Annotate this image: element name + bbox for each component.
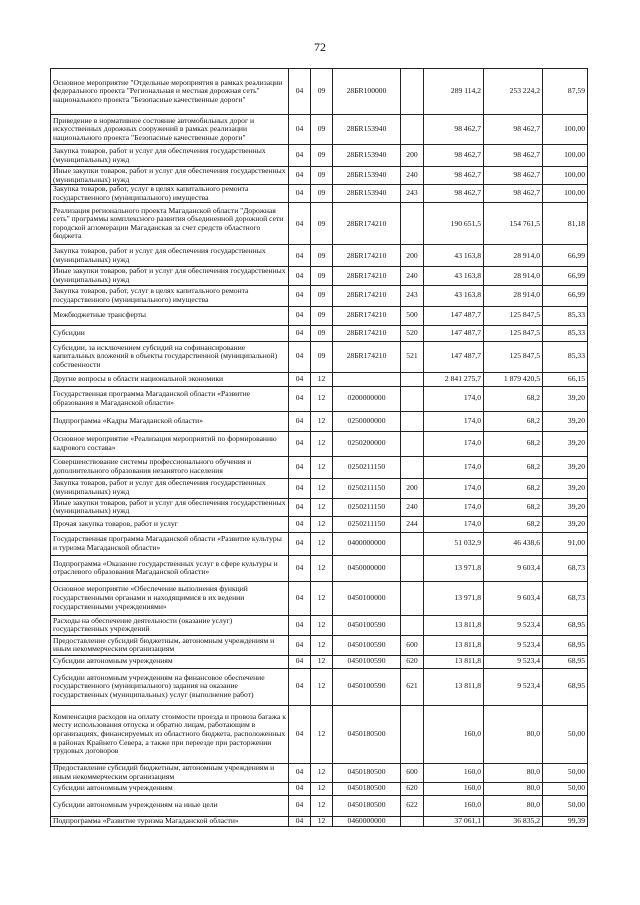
row-execution-percent: 91,00 xyxy=(543,532,588,555)
row-planned-amount: 51 032,9 xyxy=(424,532,484,555)
row-section: 04 xyxy=(289,581,311,615)
row-name: Государственная программа Магаданской области «Развитие культуры и туризма Магаданской области» xyxy=(51,532,289,555)
row-section: 04 xyxy=(289,795,311,816)
row-target-code: 0250211150 xyxy=(333,478,401,498)
row-subsection: 12 xyxy=(311,431,333,456)
table-row xyxy=(51,386,588,411)
row-subsection: 09 xyxy=(311,69,333,115)
row-planned-amount: 174,0 xyxy=(424,411,484,431)
row-executed-amount: 98 462,7 xyxy=(484,167,543,185)
row-planned-amount: 37 061,1 xyxy=(424,816,484,826)
row-name: Закупка товаров, работ и услуг для обеспечения государственных (муниципальных) нужд xyxy=(51,245,289,267)
row-expense-type xyxy=(401,555,424,581)
row-target-code: 28БR174210 xyxy=(333,245,401,267)
row-execution-percent: 68,95 xyxy=(543,668,588,705)
row-target-code: 0450100000 xyxy=(333,581,401,615)
row-execution-percent: 50,00 xyxy=(543,705,588,763)
row-target-code: 0460000000 xyxy=(333,816,401,826)
row-executed-amount: 9 603,4 xyxy=(484,581,543,615)
row-subsection: 12 xyxy=(311,795,333,816)
row-expense-type xyxy=(401,615,424,635)
row-name: Закупка товаров, работ и услуг для обеспечения государственных (муниципальных) нужд xyxy=(51,478,289,498)
row-planned-amount: 98 462,7 xyxy=(424,145,484,167)
row-execution-percent: 66,99 xyxy=(543,245,588,267)
row-executed-amount: 9 523,4 xyxy=(484,635,543,655)
row-expense-type: 240 xyxy=(401,267,424,285)
table-row xyxy=(51,306,588,325)
row-executed-amount: 68,2 xyxy=(484,386,543,411)
row-name: Иные закупки товаров, работ и услуг для обеспечения государственных (муниципальных) нужд xyxy=(51,167,289,185)
row-section: 04 xyxy=(289,655,311,668)
row-planned-amount: 13 811,8 xyxy=(424,615,484,635)
row-execution-percent: 99,39 xyxy=(543,816,588,826)
row-expense-type: 521 xyxy=(401,341,424,372)
table-row xyxy=(51,167,588,185)
row-planned-amount: 174,0 xyxy=(424,431,484,456)
row-subsection: 12 xyxy=(311,763,333,782)
row-name: Субсидии автономным учреждениям на финансовое обеспечение государственного (муниципального) задания на оказание государственных (муниципальных) услуг (выполнение работ) xyxy=(51,668,289,705)
row-subsection: 12 xyxy=(311,782,333,795)
row-name: Субсидии автономным учреждениям на иные цели xyxy=(51,795,289,816)
row-execution-percent: 85,33 xyxy=(543,325,588,341)
row-section: 04 xyxy=(289,615,311,635)
row-execution-percent: 39,20 xyxy=(543,411,588,431)
row-subsection: 09 xyxy=(311,285,333,306)
row-execution-percent: 66,99 xyxy=(543,285,588,306)
row-executed-amount: 68,2 xyxy=(484,516,543,532)
row-planned-amount: 147 487,7 xyxy=(424,341,484,372)
row-expense-type: 622 xyxy=(401,795,424,816)
row-expense-type xyxy=(401,372,424,386)
row-section: 04 xyxy=(289,816,311,826)
row-section: 04 xyxy=(289,782,311,795)
row-execution-percent: 85,33 xyxy=(543,341,588,372)
row-execution-percent: 68,73 xyxy=(543,555,588,581)
table-row xyxy=(51,615,588,635)
table-row xyxy=(51,372,588,386)
row-subsection: 09 xyxy=(311,267,333,285)
row-expense-type: 200 xyxy=(401,245,424,267)
row-planned-amount: 174,0 xyxy=(424,456,484,478)
table-row xyxy=(51,763,588,782)
row-planned-amount: 160,0 xyxy=(424,795,484,816)
row-expense-type: 243 xyxy=(401,285,424,306)
row-executed-amount: 80,0 xyxy=(484,782,543,795)
row-section: 04 xyxy=(289,516,311,532)
row-subsection: 12 xyxy=(311,668,333,705)
row-planned-amount: 98 462,7 xyxy=(424,115,484,145)
row-target-code: 28БR153940 xyxy=(333,167,401,185)
row-section: 04 xyxy=(289,145,311,167)
row-target-code: 28БR174210 xyxy=(333,203,401,245)
row-name: Основное мероприятие «Реализация мероприятий по формированию кадрового состава» xyxy=(51,431,289,456)
row-subsection: 09 xyxy=(311,325,333,341)
row-execution-percent: 66,15 xyxy=(543,372,588,386)
table-row xyxy=(51,325,588,341)
row-name: Субсидии, за исключением субсидий на софинансирование капитальных вложений в объекты государственной (муниципальной) собственности xyxy=(51,341,289,372)
table-row xyxy=(51,782,588,795)
row-section: 04 xyxy=(289,167,311,185)
row-target-code: 28БR174210 xyxy=(333,341,401,372)
row-execution-percent: 100,00 xyxy=(543,115,588,145)
row-expense-type xyxy=(401,115,424,145)
row-target-code: 0250000000 xyxy=(333,411,401,431)
row-execution-percent: 39,20 xyxy=(543,498,588,516)
row-expense-type: 500 xyxy=(401,306,424,325)
row-section: 04 xyxy=(289,386,311,411)
row-subsection: 09 xyxy=(311,185,333,203)
row-execution-percent: 39,20 xyxy=(543,478,588,498)
row-executed-amount: 80,0 xyxy=(484,705,543,763)
row-target-code: 0450100590 xyxy=(333,635,401,655)
row-target-code: 0450180500 xyxy=(333,795,401,816)
row-name: Иные закупки товаров, работ и услуг для обеспечения государственных (муниципальных) нужд xyxy=(51,498,289,516)
table-row xyxy=(51,581,588,615)
row-subsection: 12 xyxy=(311,532,333,555)
row-executed-amount: 9 603,4 xyxy=(484,555,543,581)
row-target-code: 28БR153940 xyxy=(333,185,401,203)
row-expense-type: 243 xyxy=(401,185,424,203)
row-subsection: 12 xyxy=(311,478,333,498)
row-planned-amount: 98 462,7 xyxy=(424,167,484,185)
row-target-code: 28БR174210 xyxy=(333,325,401,341)
row-expense-type: 240 xyxy=(401,167,424,185)
row-expense-type xyxy=(401,386,424,411)
row-subsection: 12 xyxy=(311,816,333,826)
row-target-code: 28БR174210 xyxy=(333,306,401,325)
row-planned-amount: 147 487,7 xyxy=(424,306,484,325)
row-planned-amount: 160,0 xyxy=(424,782,484,795)
row-expense-type: 621 xyxy=(401,668,424,705)
table-row xyxy=(51,816,588,826)
page-number: 72 xyxy=(314,40,326,54)
row-expense-type xyxy=(401,581,424,615)
row-planned-amount: 13 811,8 xyxy=(424,655,484,668)
row-name: Основное мероприятие «Обеспечение выполнения функций государственными органами и находящимися в их ведении государственными учреждениями» xyxy=(51,581,289,615)
row-subsection: 09 xyxy=(311,245,333,267)
row-subsection: 09 xyxy=(311,306,333,325)
row-section: 04 xyxy=(289,285,311,306)
row-name: Приведение в нормативное состояние автомобильных дорог и искусственных дорожных сооружений в рамках реализации национального проекта "Безопасные качественные дороги" xyxy=(51,115,289,145)
row-target-code: 28БR153940 xyxy=(333,115,401,145)
row-target-code: 0400000000 xyxy=(333,532,401,555)
row-execution-percent: 81,18 xyxy=(543,203,588,245)
row-section: 04 xyxy=(289,203,311,245)
row-subsection: 12 xyxy=(311,615,333,635)
row-planned-amount: 289 114,2 xyxy=(424,69,484,115)
table-row xyxy=(51,456,588,478)
row-section: 04 xyxy=(289,185,311,203)
row-name: Совершенствование системы профессионального обучения и дополнительного образования незанятого населения xyxy=(51,456,289,478)
table-row xyxy=(51,115,588,145)
row-name: Закупка товаров, работ, услуг в целях капитального ремонта государственного (муниципального) имущества xyxy=(51,285,289,306)
row-execution-percent: 50,00 xyxy=(543,763,588,782)
row-subsection: 12 xyxy=(311,456,333,478)
row-target-code: 0450100590 xyxy=(333,655,401,668)
row-section: 04 xyxy=(289,306,311,325)
row-name: Подпрограмма «Развитие туризма Магаданской области» xyxy=(51,816,289,826)
table-row xyxy=(51,478,588,498)
table-row xyxy=(51,267,588,285)
row-executed-amount: 98 462,7 xyxy=(484,145,543,167)
row-expense-type: 620 xyxy=(401,782,424,795)
row-name: Предоставление субсидий бюджетным, автономным учреждениям и иным некоммерческим организациям xyxy=(51,635,289,655)
row-execution-percent: 85,33 xyxy=(543,306,588,325)
row-subsection: 12 xyxy=(311,581,333,615)
table-row xyxy=(51,411,588,431)
row-planned-amount: 174,0 xyxy=(424,498,484,516)
row-executed-amount: 68,2 xyxy=(484,411,543,431)
row-name: Межбюджетные трансферты xyxy=(51,306,289,325)
row-executed-amount: 1 879 420,5 xyxy=(484,372,543,386)
row-target-code: 0450180500 xyxy=(333,705,401,763)
table-row xyxy=(51,185,588,203)
row-expense-type xyxy=(401,705,424,763)
row-execution-percent: 39,20 xyxy=(543,456,588,478)
row-subsection: 09 xyxy=(311,203,333,245)
row-expense-type xyxy=(401,411,424,431)
row-execution-percent: 39,20 xyxy=(543,516,588,532)
table-row xyxy=(51,203,588,245)
row-planned-amount: 174,0 xyxy=(424,516,484,532)
row-executed-amount: 28 914,0 xyxy=(484,245,543,267)
row-executed-amount: 80,0 xyxy=(484,795,543,816)
row-executed-amount: 125 847,5 xyxy=(484,325,543,341)
row-subsection: 12 xyxy=(311,655,333,668)
table-row xyxy=(51,635,588,655)
row-execution-percent: 68,95 xyxy=(543,655,588,668)
table-row xyxy=(51,532,588,555)
row-name: Субсидии xyxy=(51,325,289,341)
table-row xyxy=(51,555,588,581)
table-row xyxy=(51,285,588,306)
row-subsection: 12 xyxy=(311,555,333,581)
row-executed-amount: 98 462,7 xyxy=(484,185,543,203)
row-executed-amount: 68,2 xyxy=(484,478,543,498)
row-executed-amount: 46 438,6 xyxy=(484,532,543,555)
table-row xyxy=(51,145,588,167)
row-executed-amount: 36 835,2 xyxy=(484,816,543,826)
row-planned-amount: 174,0 xyxy=(424,386,484,411)
table-row xyxy=(51,668,588,705)
row-executed-amount: 154 761,5 xyxy=(484,203,543,245)
row-expense-type: 200 xyxy=(401,478,424,498)
row-section: 04 xyxy=(289,372,311,386)
row-expense-type: 600 xyxy=(401,763,424,782)
row-executed-amount: 125 847,5 xyxy=(484,341,543,372)
row-execution-percent: 68,95 xyxy=(543,615,588,635)
row-executed-amount: 68,2 xyxy=(484,498,543,516)
row-executed-amount: 28 914,0 xyxy=(484,267,543,285)
row-execution-percent: 50,00 xyxy=(543,795,588,816)
row-name: Основное мероприятие "Отдельные мероприятия в рамках реализации федерального проекта "Региональная и местная дорожная сеть" национального проекта "Безопасные качественные дороги" xyxy=(51,69,289,115)
row-expense-type: 600 xyxy=(401,635,424,655)
row-target-code: 28БR174210 xyxy=(333,285,401,306)
row-planned-amount: 190 651,5 xyxy=(424,203,484,245)
row-executed-amount: 9 523,4 xyxy=(484,615,543,635)
row-name: Прочая закупка товаров, работ и услуг xyxy=(51,516,289,532)
row-name: Государственная программа Магаданской области «Развитие образования в Магаданской области» xyxy=(51,386,289,411)
row-planned-amount: 13 971,8 xyxy=(424,581,484,615)
row-target-code: 0200000000 xyxy=(333,386,401,411)
row-name: Субсидии автономным учреждениям xyxy=(51,655,289,668)
row-planned-amount: 147 487,7 xyxy=(424,325,484,341)
row-target-code: 28БR100000 xyxy=(333,69,401,115)
row-expense-type xyxy=(401,203,424,245)
row-section: 04 xyxy=(289,245,311,267)
row-subsection: 12 xyxy=(311,635,333,655)
table-row xyxy=(51,516,588,532)
row-executed-amount: 125 847,5 xyxy=(484,306,543,325)
row-name: Расходы на обеспечение деятельности (оказание услуг) государственных учреждений xyxy=(51,615,289,635)
row-execution-percent: 68,95 xyxy=(543,635,588,655)
row-execution-percent: 100,00 xyxy=(543,185,588,203)
row-executed-amount: 28 914,0 xyxy=(484,285,543,306)
row-name: Субсидии автономным учреждениям xyxy=(51,782,289,795)
row-target-code: 0250200000 xyxy=(333,431,401,456)
row-subsection: 09 xyxy=(311,145,333,167)
row-planned-amount: 160,0 xyxy=(424,763,484,782)
row-expense-type xyxy=(401,532,424,555)
table-row xyxy=(51,498,588,516)
row-subsection: 09 xyxy=(311,167,333,185)
row-executed-amount: 9 523,4 xyxy=(484,668,543,705)
row-executed-amount: 98 462,7 xyxy=(484,115,543,145)
table-row xyxy=(51,69,588,115)
row-name: Подпрограмма «Оказание государственных услуг в сфере культуры и отраслевого образования Магаданской области» xyxy=(51,555,289,581)
row-subsection: 12 xyxy=(311,705,333,763)
row-name: Другие вопросы в области национальной экономики xyxy=(51,372,289,386)
budget-table xyxy=(50,68,588,827)
row-section: 04 xyxy=(289,431,311,456)
row-executed-amount: 68,2 xyxy=(484,456,543,478)
row-section: 04 xyxy=(289,705,311,763)
row-section: 04 xyxy=(289,325,311,341)
row-target-code: 28БR174210 xyxy=(333,267,401,285)
row-section: 04 xyxy=(289,411,311,431)
row-subsection: 12 xyxy=(311,372,333,386)
row-planned-amount: 13 971,8 xyxy=(424,555,484,581)
row-section: 04 xyxy=(289,635,311,655)
row-section: 04 xyxy=(289,763,311,782)
row-execution-percent: 66,99 xyxy=(543,267,588,285)
row-execution-percent: 100,00 xyxy=(543,145,588,167)
row-name: Компенсация расходов на оплату стоимости проезда и провоза багажа к месту использования отпуска и обратно лицам, работающим в организациях, финансируемых из областного бюджета, расположенных в районах Крайнего Севера, а также при переезде при расторжении трудовых договоров xyxy=(51,705,289,763)
row-subsection: 12 xyxy=(311,411,333,431)
row-section: 04 xyxy=(289,478,311,498)
row-name: Закупка товаров, работ и услуг для обеспечения государственных (муниципальных) нужд xyxy=(51,145,289,167)
row-planned-amount: 98 462,7 xyxy=(424,185,484,203)
row-section: 04 xyxy=(289,532,311,555)
row-execution-percent: 68,73 xyxy=(543,581,588,615)
row-expense-type xyxy=(401,456,424,478)
row-expense-type xyxy=(401,69,424,115)
table-row xyxy=(51,245,588,267)
row-planned-amount: 160,0 xyxy=(424,705,484,763)
row-target-code: 0250211150 xyxy=(333,456,401,478)
row-target-code: 0450000000 xyxy=(333,555,401,581)
row-section: 04 xyxy=(289,456,311,478)
row-subsection: 12 xyxy=(311,516,333,532)
table-row xyxy=(51,705,588,763)
row-section: 04 xyxy=(289,341,311,372)
row-section: 04 xyxy=(289,555,311,581)
row-expense-type xyxy=(401,431,424,456)
row-section: 04 xyxy=(289,267,311,285)
table-row xyxy=(51,655,588,668)
row-target-code: 0250211150 xyxy=(333,498,401,516)
row-executed-amount: 68,2 xyxy=(484,431,543,456)
row-target-code: 0450180500 xyxy=(333,763,401,782)
row-expense-type: 520 xyxy=(401,325,424,341)
row-planned-amount: 13 811,8 xyxy=(424,668,484,705)
row-subsection: 09 xyxy=(311,341,333,372)
table-row xyxy=(51,431,588,456)
row-planned-amount: 43 163,8 xyxy=(424,285,484,306)
row-subsection: 09 xyxy=(311,115,333,145)
row-target-code: 0450100590 xyxy=(333,615,401,635)
row-expense-type xyxy=(401,816,424,826)
row-target-code: 28БR153940 xyxy=(333,145,401,167)
row-execution-percent: 87,59 xyxy=(543,69,588,115)
row-subsection: 12 xyxy=(311,386,333,411)
row-target-code xyxy=(333,372,401,386)
row-section: 04 xyxy=(289,498,311,516)
row-section: 04 xyxy=(289,115,311,145)
row-expense-type: 244 xyxy=(401,516,424,532)
row-expense-type: 240 xyxy=(401,498,424,516)
row-expense-type: 200 xyxy=(401,145,424,167)
row-execution-percent: 39,20 xyxy=(543,386,588,411)
row-execution-percent: 100,00 xyxy=(543,167,588,185)
row-executed-amount: 253 224,2 xyxy=(484,69,543,115)
row-section: 04 xyxy=(289,69,311,115)
row-name: Предоставление субсидий бюджетным, автономным учреждениям и иным некоммерческим организациям xyxy=(51,763,289,782)
row-planned-amount: 174,0 xyxy=(424,478,484,498)
table-row xyxy=(51,341,588,372)
row-planned-amount: 2 841 275,7 xyxy=(424,372,484,386)
row-target-code: 0450100590 xyxy=(333,668,401,705)
row-executed-amount: 80,0 xyxy=(484,763,543,782)
row-target-code: 0250211150 xyxy=(333,516,401,532)
table-row xyxy=(51,795,588,816)
row-name: Иные закупки товаров, работ и услуг для обеспечения государственных (муниципальных) нужд xyxy=(51,267,289,285)
row-planned-amount: 43 163,8 xyxy=(424,245,484,267)
row-subsection: 12 xyxy=(311,498,333,516)
row-executed-amount: 9 523,4 xyxy=(484,655,543,668)
row-planned-amount: 13 811,8 xyxy=(424,635,484,655)
row-name: Реализация регионального проекта Магаданской области "Дорожная сеть" программы комплексного развития объединенной дорожной сети городской агломерации Магаданская за счет средств областного бюджета xyxy=(51,203,289,245)
row-expense-type: 620 xyxy=(401,655,424,668)
row-name: Подпрограмма «Кадры Магаданской области» xyxy=(51,411,289,431)
row-planned-amount: 43 163,8 xyxy=(424,267,484,285)
row-section: 04 xyxy=(289,668,311,705)
row-target-code: 0450180500 xyxy=(333,782,401,795)
row-execution-percent: 39,20 xyxy=(543,431,588,456)
row-execution-percent: 50,00 xyxy=(543,782,588,795)
row-name: Закупка товаров, работ, услуг в целях капитального ремонта государственного (муниципального) имущества xyxy=(51,185,289,203)
